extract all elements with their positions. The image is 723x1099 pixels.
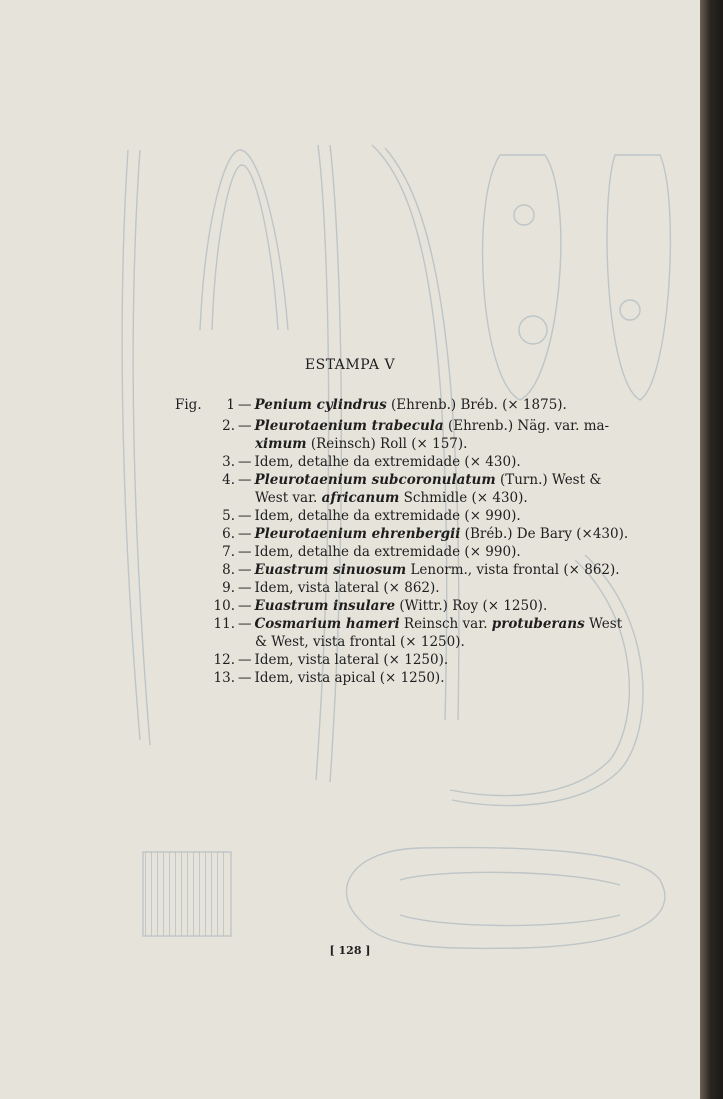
caption-row-5: 5. — Idem, detalhe da extremidade (× 990). xyxy=(222,508,521,524)
page-number: [ 128 ] xyxy=(329,944,371,957)
caption-row-11-cont: & West, vista frontal (× 1250). xyxy=(255,634,465,650)
caption-row-13: 13. — Idem, vista apical (× 1250). xyxy=(213,670,445,686)
caption-row-3: 3. — Idem, detalhe da extremidade (× 430). xyxy=(222,454,521,470)
caption-row-4-cont: West var. africanum Schmidle (× 430). xyxy=(255,490,528,506)
caption-row-7: 7. — Idem, detalhe da extremidade (× 990). xyxy=(222,544,521,560)
caption-row-12: 12. — Idem, vista lateral (× 1250). xyxy=(213,652,449,668)
caption-row-10: 10. — Euastrum insulare (Wittr.) Roy (× 1250). xyxy=(213,598,548,614)
caption-row-2-cont: ximum (Reinsch) Roll (× 157). xyxy=(255,436,468,452)
fig-label: Fig. xyxy=(175,397,202,413)
caption-row-9: 9. — Idem, vista lateral (× 862). xyxy=(222,580,440,596)
plate-title: ESTAMPA V xyxy=(304,357,396,373)
caption-row-6: 6. — Pleurotaenium ehrenbergii (Bréb.) De Bary (×430). xyxy=(222,526,629,542)
caption-row-1: 1 — Penium cylindrus (Ehrenb.) Bréb. (× 1875). xyxy=(226,397,567,413)
caption-row-4: 4. — Pleurotaenium subcoronulatum (Turn.) West & xyxy=(222,472,602,488)
book-page-edge xyxy=(700,0,723,1099)
caption-row-2: 2. — Pleurotaenium trabecula (Ehrenb.) Näg. var. ma- xyxy=(222,418,610,434)
caption-row-8: 8. — Euastrum sinuosum Lenorm., vista frontal (× 862). xyxy=(222,562,620,578)
caption-row-11: 11. — Cosmarium hameri Reinsch var. protuberans West xyxy=(213,616,623,632)
